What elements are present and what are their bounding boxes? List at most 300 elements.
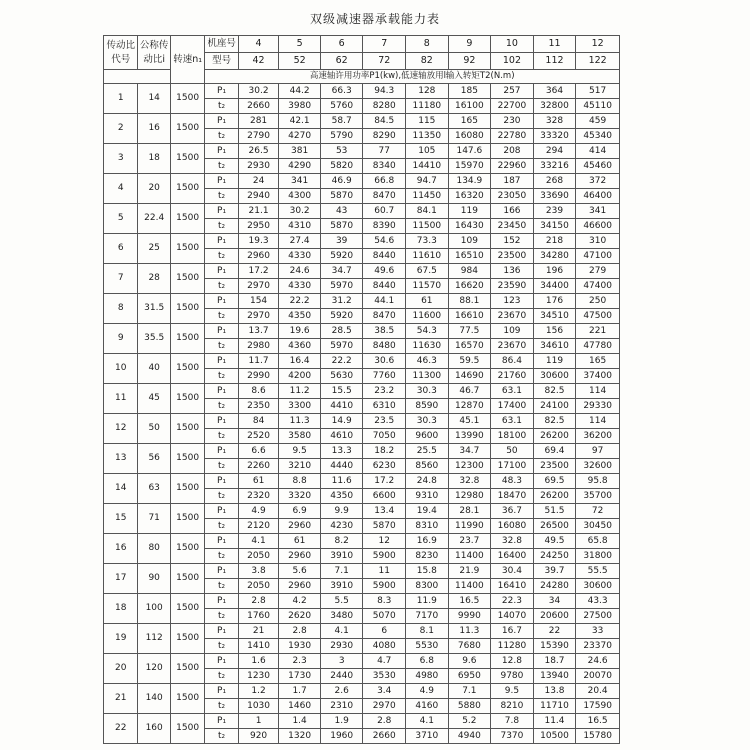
frame-number: 12 [576,36,620,53]
torque-value: 30450 [576,519,620,534]
torque-value: 4300 [279,189,321,204]
power-value: 16.4 [279,354,321,369]
power-value: 30.6 [363,354,406,369]
power-value: 21.9 [448,564,491,579]
torque-value: 11400 [448,549,491,564]
row-speed: 1500 [170,444,204,474]
power-value: 459 [576,114,620,129]
row-speed: 1500 [170,114,204,144]
torque-value: 2350 [238,399,279,414]
power-value: 176 [533,294,576,309]
power-value: 8.1 [406,624,449,639]
torque-value: 5880 [448,699,491,714]
power-value: 9.9 [320,504,363,519]
table-row [104,114,620,129]
header-ratio: 公称传 动比i [138,36,170,70]
power-value: 13.4 [363,504,406,519]
torque-value: 4440 [320,459,363,474]
symbol-p: P₁ [205,354,238,369]
power-value: 61 [279,534,321,549]
power-value: 22 [533,624,576,639]
power-value: 17.2 [363,474,406,489]
torque-value: 1410 [238,639,279,654]
power-value: 43 [320,204,363,219]
table-row [104,714,620,729]
torque-value: 3480 [320,609,363,624]
torque-value: 15780 [576,729,620,744]
torque-value: 11990 [448,519,491,534]
power-value: 84 [238,414,279,429]
frame-number: 8 [406,36,449,53]
torque-value: 47500 [576,309,620,324]
torque-value: 11280 [491,639,534,654]
torque-value: 30600 [533,369,576,384]
torque-value: 4200 [279,369,321,384]
symbol-t: t₂ [205,309,238,324]
torque-value: 32600 [576,459,620,474]
symbol-p: P₁ [205,324,238,339]
torque-value: 26200 [533,489,576,504]
symbol-p: P₁ [205,414,238,429]
torque-value: 34280 [533,249,576,264]
torque-value: 6230 [363,459,406,474]
row-ratio: 45 [138,384,170,414]
capacity-table [103,35,620,744]
power-value: 147.6 [448,144,491,159]
torque-value: 16570 [448,339,491,354]
model-number: 82 [406,53,449,70]
torque-value: 12870 [448,399,491,414]
symbol-p: P₁ [205,384,238,399]
power-value: 1 [238,714,279,729]
torque-value: 10500 [533,729,576,744]
power-value: 45.1 [448,414,491,429]
power-value: 44.2 [279,84,321,99]
symbol-t: t₂ [205,399,238,414]
torque-value: 27500 [576,609,620,624]
torque-value: 34610 [533,339,576,354]
power-value: 34.7 [320,264,363,279]
torque-value: 22700 [491,99,534,114]
power-value: 31.2 [320,294,363,309]
model-number: 102 [491,53,534,70]
power-value: 69.5 [533,474,576,489]
symbol-t: t₂ [205,609,238,624]
torque-value: 8470 [363,309,406,324]
torque-value: 4350 [279,309,321,324]
power-value: 123 [491,294,534,309]
torque-value: 2970 [238,309,279,324]
row-code: 13 [104,444,138,474]
symbol-t: t₂ [205,339,238,354]
symbol-p: P₁ [205,714,238,729]
row-code: 5 [104,204,138,234]
torque-value: 8280 [363,99,406,114]
torque-value: 23370 [576,639,620,654]
torque-value: 2960 [238,249,279,264]
power-value: 218 [533,234,576,249]
power-value: 30.3 [406,414,449,429]
symbol-t: t₂ [205,99,238,114]
symbol-t: t₂ [205,249,238,264]
row-code: 9 [104,324,138,354]
power-value: 21 [238,624,279,639]
torque-value: 5630 [320,369,363,384]
header-speed: 转速n₁ [170,36,204,84]
torque-value: 2660 [363,729,406,744]
torque-value: 23590 [491,279,534,294]
symbol-p: P₁ [205,294,238,309]
torque-value: 2950 [238,219,279,234]
torque-value: 23500 [533,459,576,474]
symbol-p: P₁ [205,264,238,279]
power-value: 165 [576,354,620,369]
torque-value: 4160 [406,699,449,714]
power-value: 67.5 [406,264,449,279]
row-code: 8 [104,294,138,324]
power-value: 8.3 [363,594,406,609]
power-value: 3.8 [238,564,279,579]
power-value: 4.2 [279,594,321,609]
torque-value: 15390 [533,639,576,654]
power-value: 239 [533,204,576,219]
power-value: 19.6 [279,324,321,339]
symbol-t: t₂ [205,579,238,594]
header-frame: 机座号 [205,36,238,53]
torque-value: 14690 [448,369,491,384]
power-value: 61 [238,474,279,489]
power-value: 5.5 [320,594,363,609]
model-number: 92 [448,53,491,70]
symbol-t: t₂ [205,639,238,654]
torque-value: 8300 [406,579,449,594]
torque-value: 24250 [533,549,576,564]
power-value: 32.8 [448,474,491,489]
table-row [104,204,620,219]
row-speed: 1500 [170,474,204,504]
torque-value: 5070 [363,609,406,624]
torque-value: 23500 [491,249,534,264]
power-value: 50 [491,444,534,459]
power-value: 16.7 [491,624,534,639]
torque-value: 16620 [448,279,491,294]
model-number: 112 [533,53,576,70]
torque-value: 3910 [320,549,363,564]
symbol-t: t₂ [205,369,238,384]
power-value: 6 [363,624,406,639]
power-value: 152 [491,234,534,249]
row-ratio: 160 [138,714,170,744]
table-row [104,594,620,609]
model-number: 52 [279,53,321,70]
row-ratio: 25 [138,234,170,264]
torque-value: 7760 [363,369,406,384]
frame-number: 7 [363,36,406,53]
power-value: 16.5 [576,714,620,729]
power-value: 134.9 [448,174,491,189]
power-value: 12 [363,534,406,549]
power-value: 30.2 [238,84,279,99]
torque-value: 2260 [238,459,279,474]
torque-value: 2620 [279,609,321,624]
torque-value: 3710 [406,729,449,744]
row-ratio: 20 [138,174,170,204]
torque-value: 6310 [363,399,406,414]
power-value: 1.7 [279,684,321,699]
symbol-t: t₂ [205,189,238,204]
row-speed: 1500 [170,564,204,594]
power-value: 19.4 [406,504,449,519]
power-value: 6.6 [238,444,279,459]
torque-value: 30600 [576,579,620,594]
power-value: 4.9 [238,504,279,519]
power-value: 22.2 [320,354,363,369]
row-ratio: 16 [138,114,170,144]
torque-value: 16430 [448,219,491,234]
row-ratio: 14 [138,84,170,114]
power-value: 30.3 [406,384,449,399]
row-code: 14 [104,474,138,504]
power-value: 23.5 [363,414,406,429]
row-ratio: 31.5 [138,294,170,324]
power-value: 13.3 [320,444,363,459]
power-value: 82.5 [533,414,576,429]
power-value: 69.4 [533,444,576,459]
torque-value: 8290 [363,129,406,144]
power-value: 221 [576,324,620,339]
power-value: 42.1 [279,114,321,129]
torque-value: 29330 [576,399,620,414]
symbol-p: P₁ [205,504,238,519]
table-row [104,234,620,249]
power-value: 3.4 [363,684,406,699]
torque-value: 5530 [406,639,449,654]
row-speed: 1500 [170,684,204,714]
row-code: 20 [104,654,138,684]
power-value: 95.8 [576,474,620,489]
power-value: 77.5 [448,324,491,339]
power-value: 119 [533,354,576,369]
power-value: 24 [238,174,279,189]
power-value: 32.8 [491,534,534,549]
row-code: 21 [104,684,138,714]
power-value: 4.1 [406,714,449,729]
power-value: 984 [448,264,491,279]
power-value: 55.5 [576,564,620,579]
power-value: 294 [533,144,576,159]
torque-value: 3910 [320,579,363,594]
frame-number: 11 [533,36,576,53]
power-value: 17.2 [238,264,279,279]
torque-value: 11180 [406,99,449,114]
power-value: 165 [448,114,491,129]
row-speed: 1500 [170,624,204,654]
torque-value: 33216 [533,159,576,174]
row-ratio: 28 [138,264,170,294]
torque-value: 1460 [279,699,321,714]
power-value: 187 [491,174,534,189]
power-value: 13.7 [238,324,279,339]
symbol-t: t₂ [205,129,238,144]
table-row [104,534,620,549]
row-speed: 1500 [170,414,204,444]
symbol-t: t₂ [205,549,238,564]
power-value: 49.5 [533,534,576,549]
power-value: 136 [491,264,534,279]
torque-value: 13940 [533,669,576,684]
torque-value: 3530 [363,669,406,684]
row-code: 3 [104,144,138,174]
torque-value: 12980 [448,489,491,504]
power-value: 6.8 [406,654,449,669]
torque-value: 5900 [363,549,406,564]
symbol-t: t₂ [205,459,238,474]
torque-value: 45110 [576,99,620,114]
torque-value: 4980 [406,669,449,684]
torque-value: 5900 [363,579,406,594]
power-value: 114 [576,414,620,429]
torque-value: 47780 [576,339,620,354]
torque-value: 5920 [320,309,363,324]
power-value: 281 [238,114,279,129]
power-value: 11.4 [533,714,576,729]
torque-value: 5760 [320,99,363,114]
row-speed: 1500 [170,504,204,534]
torque-value: 3210 [279,459,321,474]
row-ratio: 112 [138,624,170,654]
torque-value: 18100 [491,429,534,444]
row-ratio: 40 [138,354,170,384]
power-value: 21.1 [238,204,279,219]
torque-value: 4080 [363,639,406,654]
symbol-p: P₁ [205,174,238,189]
symbol-p: P₁ [205,234,238,249]
power-value: 4.1 [320,624,363,639]
torque-value: 16610 [448,309,491,324]
torque-value: 8390 [363,219,406,234]
power-value: 2.6 [320,684,363,699]
table-row [104,654,620,669]
symbol-p: P₁ [205,594,238,609]
power-value: 15.8 [406,564,449,579]
power-value: 11 [363,564,406,579]
power-value: 34.7 [448,444,491,459]
torque-value: 2320 [238,489,279,504]
power-value: 2.8 [279,624,321,639]
torque-value: 2940 [238,189,279,204]
torque-value: 4330 [279,279,321,294]
power-value: 72 [576,504,620,519]
row-speed: 1500 [170,174,204,204]
power-value: 46.3 [406,354,449,369]
row-code: 11 [104,384,138,414]
power-value: 268 [533,174,576,189]
power-value: 28.1 [448,504,491,519]
table-row [104,384,620,399]
power-value: 3 [320,654,363,669]
row-speed: 1500 [170,324,204,354]
torque-value: 13990 [448,429,491,444]
torque-value: 8340 [363,159,406,174]
power-value: 128 [406,84,449,99]
row-code: 15 [104,504,138,534]
torque-value: 3580 [279,429,321,444]
table-row [104,144,620,159]
torque-value: 1760 [238,609,279,624]
power-value: 59.5 [448,354,491,369]
torque-value: 4270 [279,129,321,144]
power-value: 16.5 [448,594,491,609]
torque-value: 1930 [279,639,321,654]
symbol-p: P₁ [205,144,238,159]
torque-value: 4610 [320,429,363,444]
power-value: 119 [448,204,491,219]
power-value: 53 [320,144,363,159]
power-value: 36.7 [491,504,534,519]
power-value: 4.1 [238,534,279,549]
power-value: 18.2 [363,444,406,459]
power-value: 54.6 [363,234,406,249]
torque-value: 2990 [238,369,279,384]
row-speed: 1500 [170,294,204,324]
row-ratio: 80 [138,534,170,564]
table-row [104,84,620,99]
power-value: 23.2 [363,384,406,399]
power-value: 34 [533,594,576,609]
power-value: 54.3 [406,324,449,339]
torque-value: 1730 [279,669,321,684]
torque-value: 9990 [448,609,491,624]
header-blank [104,70,171,84]
power-value: 23.7 [448,534,491,549]
power-value: 30.2 [279,204,321,219]
power-value: 154 [238,294,279,309]
row-speed: 1500 [170,714,204,744]
row-code: 4 [104,174,138,204]
row-code: 10 [104,354,138,384]
power-value: 38.5 [363,324,406,339]
torque-value: 47100 [576,249,620,264]
torque-value: 2520 [238,429,279,444]
header-subheader: 高速轴许用功率P1(kw),低速轴放用l输入转矩T2(N.m) [205,70,620,84]
torque-value: 4330 [279,249,321,264]
row-ratio: 140 [138,684,170,714]
power-value: 18.7 [533,654,576,669]
table-row [104,414,620,429]
table-title: 双级减速器承载能力表 [309,12,440,26]
power-value: 58.7 [320,114,363,129]
power-value: 1.2 [238,684,279,699]
row-code: 6 [104,234,138,264]
torque-value: 34150 [533,219,576,234]
row-speed: 1500 [170,264,204,294]
torque-value: 37400 [576,369,620,384]
model-number: 72 [363,53,406,70]
torque-value: 1960 [320,729,363,744]
torque-value: 35700 [576,489,620,504]
power-value: 414 [576,144,620,159]
power-value: 8.8 [279,474,321,489]
power-value: 73.3 [406,234,449,249]
power-value: 22.3 [491,594,534,609]
torque-value: 2050 [238,549,279,564]
power-value: 310 [576,234,620,249]
power-value: 43.3 [576,594,620,609]
row-speed: 1500 [170,204,204,234]
row-code: 12 [104,414,138,444]
row-code: 16 [104,534,138,564]
torque-value: 4940 [448,729,491,744]
